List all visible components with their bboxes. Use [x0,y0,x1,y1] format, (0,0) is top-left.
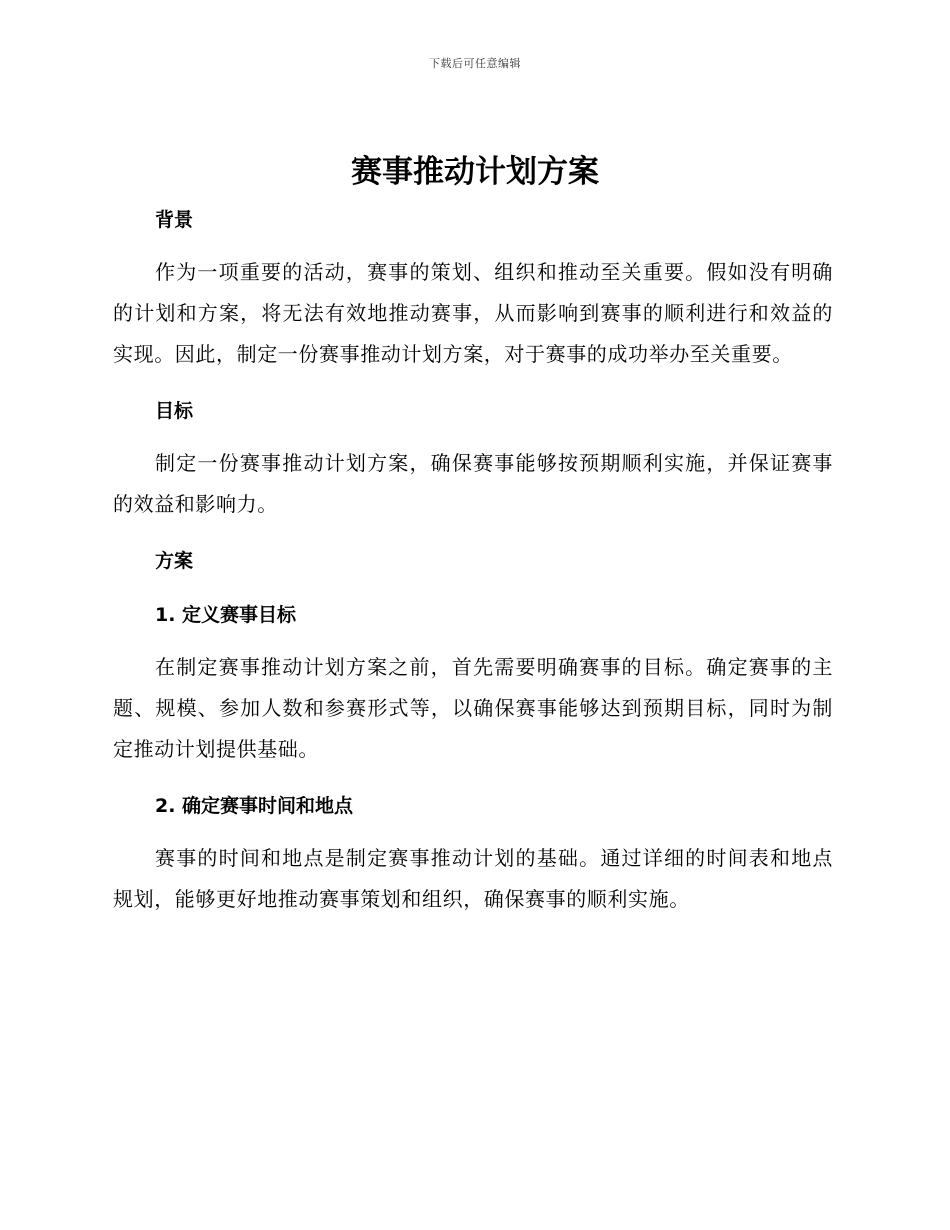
section-heading-goal: 目标 [155,400,194,422]
page-header-note: 下载后可任意编辑 [429,57,521,70]
section-heading-plan: 方案 [155,550,194,572]
section-heading-background: 背景 [155,209,194,231]
document-body [113,202,833,920]
plan-item-heading: 2. 确定赛事时间和地点 [155,795,354,817]
section-text-background: 作为一项重要的活动，赛事的策划、组织和推动至关重要。假如没有明确的计划和方案，将无法有效地推动赛事，从而影响到赛事的顺利进行和效益的实现。因此，制定一份赛事推动计划方案，对于赛事的成功举办至关重要。 [113,260,833,366]
plan-item-text: 赛事的时间和地点是制定赛事推动计划的基础。通过详细的时间表和地点规划，能够更好地推动赛事策划和组织，确保赛事的顺利实施。 [113,846,833,911]
section-text-goal: 制定一份赛事推动计划方案，确保赛事能够按预期顺利实施，并保证赛事的效益和影响力。 [113,451,833,516]
document-title: 赛事推动计划方案 [351,154,599,190]
plan-item-text: 在制定赛事推动计划方案之前，首先需要明确赛事的目标。确定赛事的主题、规模、参加人数和参赛形式等，以确保赛事能够达到预期目标，同时为制定推动计划提供基础。 [113,655,833,761]
plan-item-heading: 1. 定义赛事目标 [155,604,297,626]
